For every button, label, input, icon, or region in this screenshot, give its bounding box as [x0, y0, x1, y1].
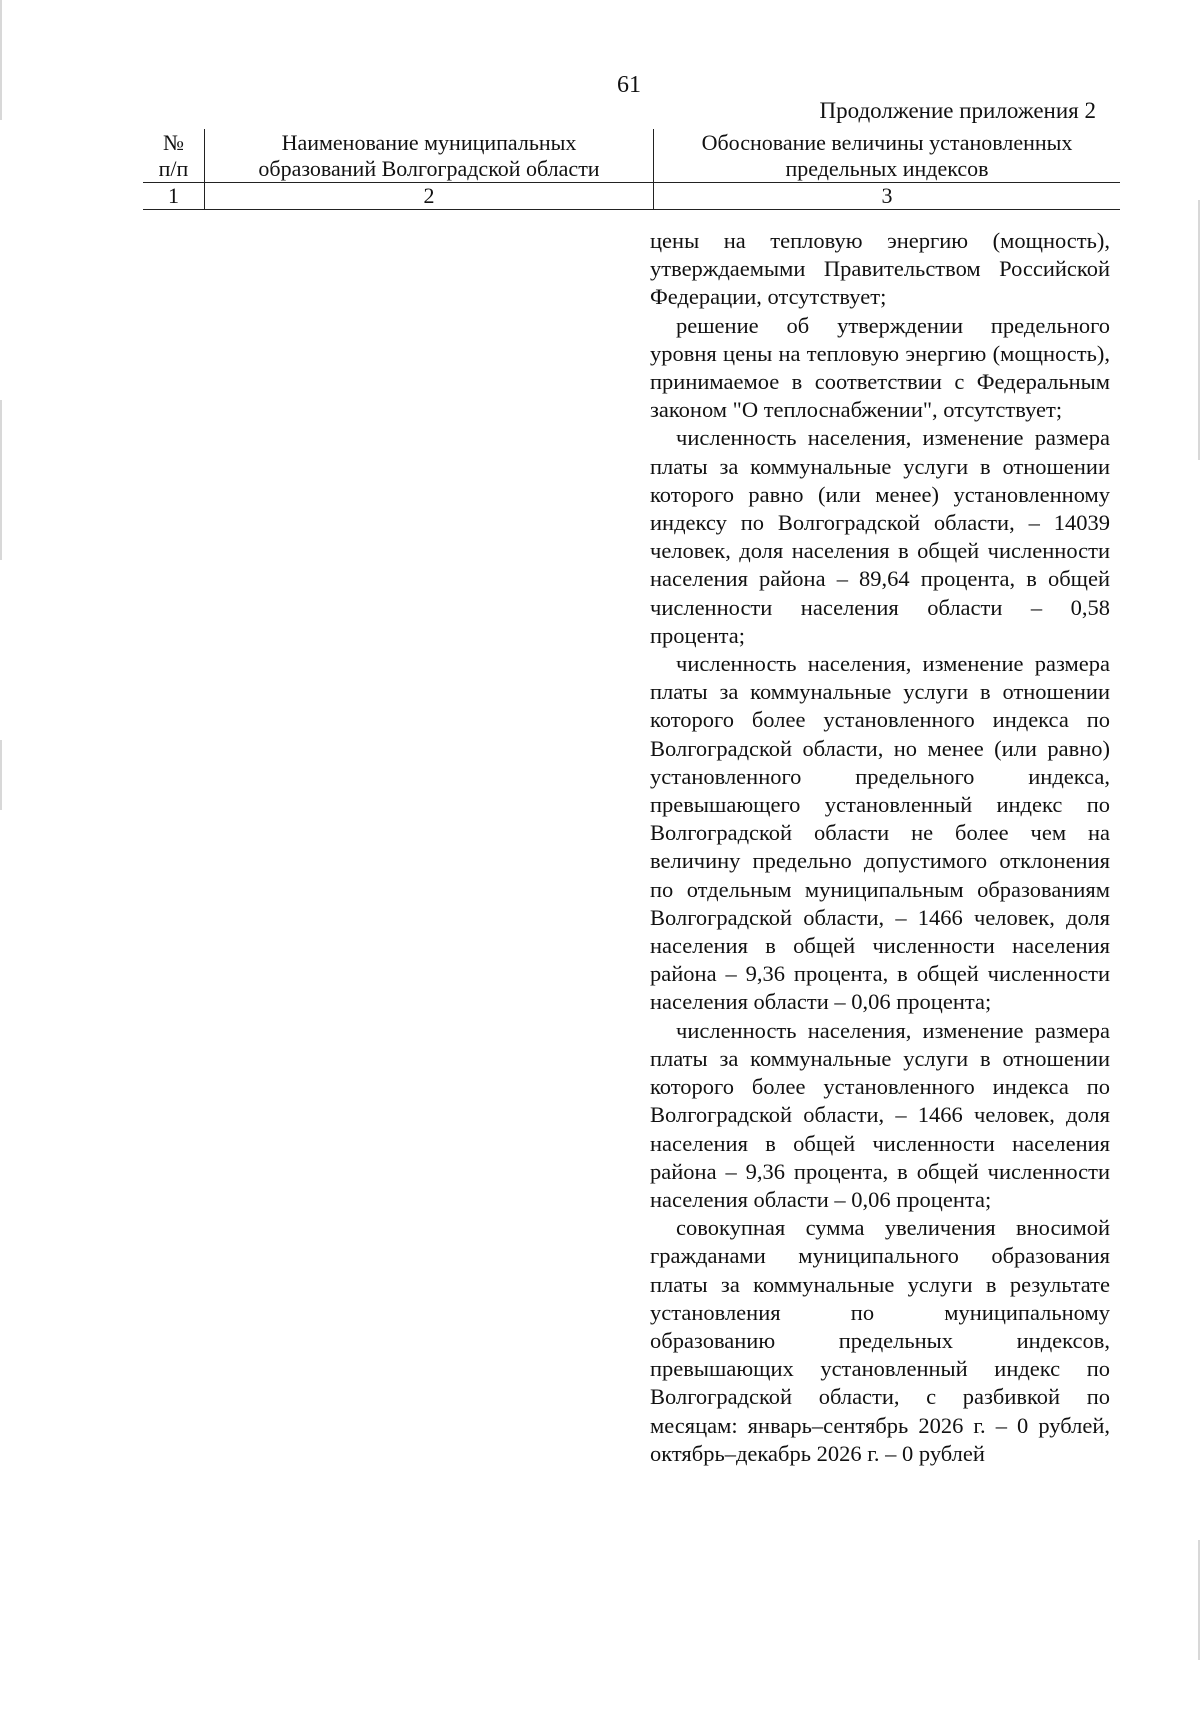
scan-edge-mark [0, 400, 2, 560]
column-number: 3 [654, 183, 1121, 210]
header-cell-line: п/п [158, 156, 189, 181]
page-number: 61 [617, 72, 641, 98]
paragraph: совокупная сумма увеличения вносимой гражданами муниципального образования платы за коммунальные услуги в результате установления по муниципальному образованию предельных индексов, превышающих установленный индекс по Волгоградской области, с разбивкой по месяцам: январь–сентябрь 2026 г. – 0 рублей, октябрь–декабрь 2026 г. – 0 рублей [650, 1215, 1110, 1466]
table-header [143, 129, 1120, 210]
paragraph: цены на тепловую энергию (мощность), утверждаемыми Правительством Российской Федерации, отсутствует; [650, 228, 1110, 310]
header-cell-line: образований Волгоградской области [258, 156, 600, 181]
header-cell-line: № [163, 130, 184, 155]
table-header-row [143, 129, 1120, 183]
header-cell-justification [654, 129, 1121, 183]
header-cell-municipality [205, 129, 654, 183]
header-cell-line: Обоснование величины установленных [701, 130, 1073, 155]
justification-text [650, 227, 1110, 1468]
paragraph: решение об утверждении предельного уровня цены на тепловую энергию (мощность), принимаемое в соответствии с Федеральным законом "О теплоснабжении", отсутствует; [650, 312, 1110, 423]
header-cell-line: Наименование муниципальных [281, 130, 577, 155]
continuation-label: Продолжение приложения 2 [819, 98, 1096, 123]
paragraph: численность населения, изменение размера платы за коммунальные услуги в отношении которого равно (или менее) установленному индексу по Волгоградской области, – 14039 человек, доля населения в общей численности населения района – 89,64 процента, в общей численности населения области – 0,58 процента; [650, 425, 1110, 648]
column-number: 1 [143, 183, 205, 210]
scan-edge-mark [0, 0, 2, 120]
header-cell-line: предельных индексов [785, 156, 989, 181]
column-number: 2 [205, 183, 654, 210]
header-cell-number [143, 129, 205, 183]
scan-edge-mark [0, 740, 2, 810]
paragraph: численность населения, изменение размера платы за коммунальные услуги в отношении которого более установленного индекса по Волгоградской области, но менее (или равно) установленного предельного индекса, превышающего установленный индекс по Волгоградской области не более чем на величину предельно допустимого отклонения по отдельным муниципальным образованиям Волгоградской области, – 1466 человек, доля населения в общей численности населения района – 9,36 процента, в общей численности населения области – 0,06 процента; [650, 651, 1110, 1015]
paragraph: численность населения, изменение размера платы за коммунальные услуги в отношении которого более установленного индекса по Волгоградской области, – 1466 человек, доля населения в общей численности населения района – 9,36 процента, в общей численности населения области – 0,06 процента; [650, 1017, 1110, 1212]
table-number-row [143, 183, 1120, 210]
